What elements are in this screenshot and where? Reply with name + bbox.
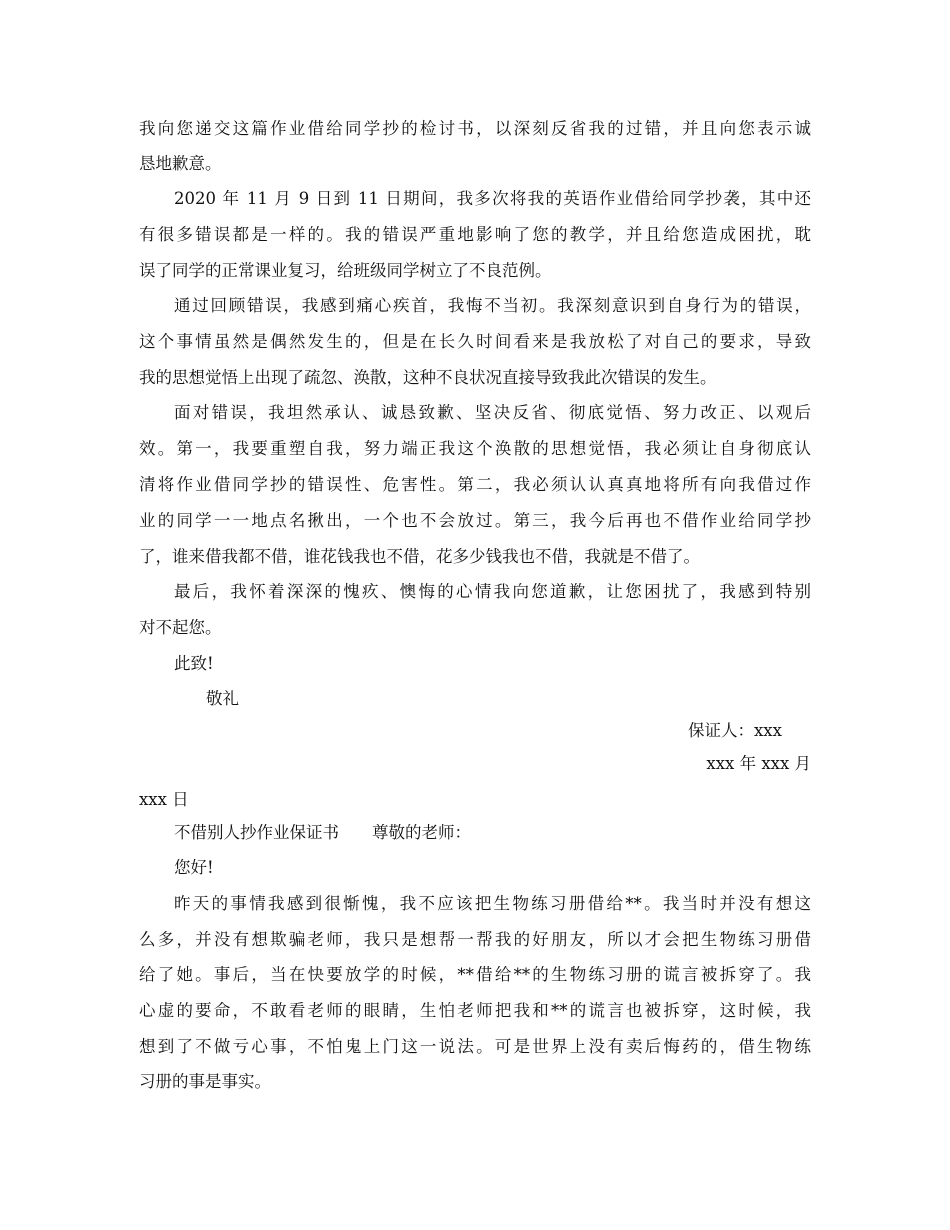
- text-line: 误了同学的正常课业复习，给班级同学树立了不良范例。: [139, 261, 552, 280]
- guarantor-signature: 保证人：xxx: [688, 721, 782, 740]
- text-line: 业的同学一一地点名揪出，一个也不会放过。第三，我今后再也不借作业给同学抄: [139, 511, 811, 530]
- text-line: 通过回顾错误，我感到痛心疾首，我悔不当初。我深刻意识到自身行为的错误，: [174, 296, 811, 315]
- text-line: 面对错误，我坦然承认、诚恳致歉、坚决反省、彻底觉悟、努力改正、以观后: [174, 403, 811, 422]
- text-line: 清将作业借同学抄的错误性、危害性。第二，我必须认认真真地将所有向我借过作: [139, 475, 811, 494]
- text-line: 对不起您。: [139, 618, 222, 637]
- signature-date: xxx 年 xxx 月: [706, 754, 811, 773]
- closing-regards: 敬礼: [206, 689, 239, 708]
- text-line: 有很多错误都是一样的。我的错误严重地影响了您的教学，并且给您造成困扰，耽: [139, 225, 811, 244]
- text-line: 这个事情虽然是偶然发生的，但是在长久时间看来是我放松了对自己的要求，导致: [139, 332, 811, 351]
- text-line: 了，谁来借我都不借，谁花钱我也不借，花多少钱我也不借，我就是不借了。: [139, 547, 700, 566]
- text-line: 效。第一，我要重塑自我，努力端正我这个涣散的思想觉悟，我必须让自身彻底认: [139, 439, 811, 458]
- text-line: 我向您递交这篇作业借给同学抄的检讨书，以深刻反省我的过错，并且向您表示诚: [139, 119, 811, 138]
- text-line: 昨天的事情我感到很惭愧，我不应该把生物练习册借给**。我当时并没有想这: [174, 894, 811, 913]
- text-line: 习册的事是事实。: [139, 1072, 271, 1091]
- text-line: 我的思想觉悟上出现了疏忽、涣散，这种不良状况直接导致我此次错误的发生。: [139, 368, 717, 387]
- text-line: 恳地歉意。: [139, 154, 222, 173]
- text-line: 想到了不做亏心事，不怕鬼上门这一说法。可是世界上没有卖后悔药的，借生物练: [139, 1037, 811, 1056]
- signature-day: xxx 日: [139, 790, 189, 809]
- section-title: 不借别人抄作业保证书 尊敬的老师：: [174, 823, 471, 842]
- text-line: 么多，并没有想欺骗老师，我只是想帮一帮我的好朋友，所以才会把生物练习册借: [139, 930, 811, 949]
- text-line: 给了她。事后，当在快要放学的时候，**借给**的生物练习册的谎言被拆穿了。我: [139, 965, 811, 984]
- text-line: 2020 年 11 月 9 日到 11 日期间，我多次将我的英语作业借给同学抄袭，其中还: [174, 189, 811, 208]
- closing-salutation: 此致!: [174, 654, 214, 673]
- greeting: 您好!: [174, 858, 214, 877]
- text-line: 心虚的要命，不敢看老师的眼睛，生怕老师把我和**的谎言也被拆穿，这时候，我: [139, 1001, 811, 1020]
- text-line: 最后，我怀着深深的愧疚、懊悔的心情我向您道歉，让您困扰了，我感到特别: [174, 582, 811, 601]
